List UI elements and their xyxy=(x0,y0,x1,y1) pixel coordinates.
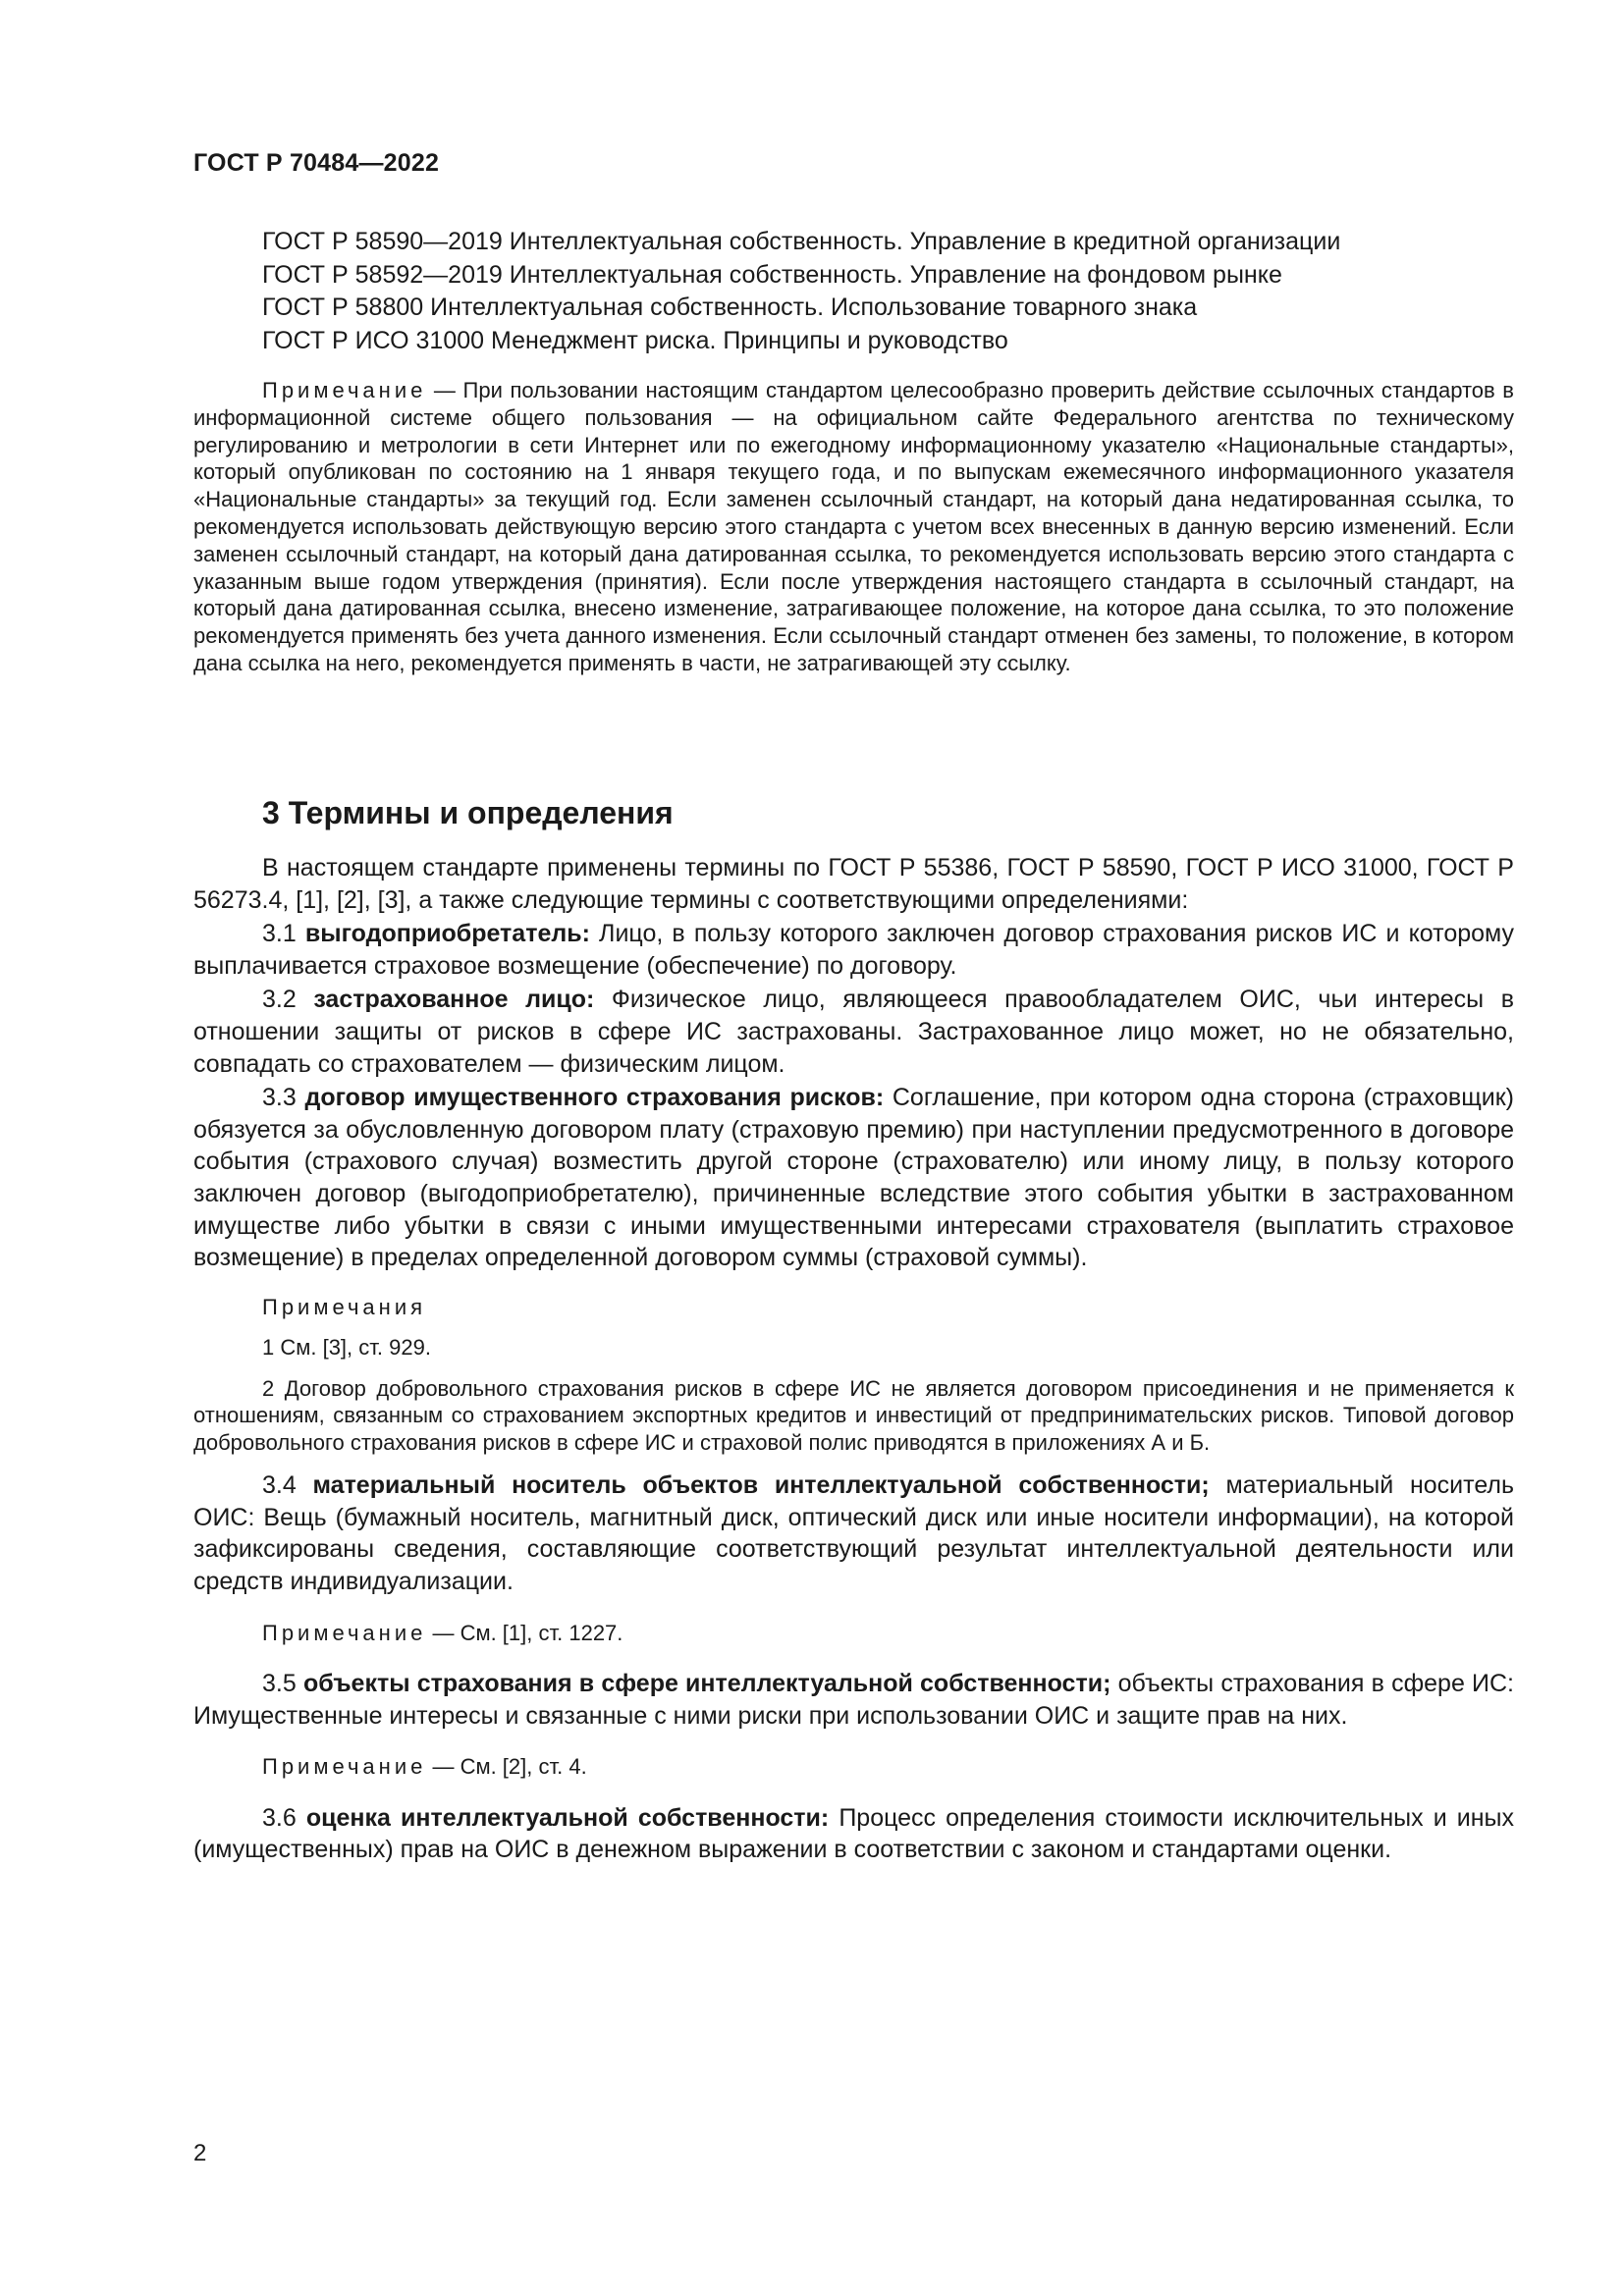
term-name: оценка интеллектуальной собственности: xyxy=(305,1803,830,1832)
page-number: 2 xyxy=(193,2140,207,2166)
term-name: договор имущественного страхования рисков: xyxy=(304,1084,885,1112)
note-text: — При пользовании настоящим стандартом целесообразно проверить действие ссылочных стандартов в информационной системе общего пользования — на официальном сайте Федерального агентства по техническому регулированию и метрологии в сети Интернет или по ежегодному информационному указателю «Национальные стандарты», который опубликован по состоянию на 1 января текущего года, и по выпускам ежемесячного информационного указателя «Национальные стандарты» за текущий год. Если заменен ссылочный стандарт, на который дана недатированная ссылка, то рекомендуется использовать действующую версию этого стандарта с учетом всех внесенных в данную версию изменений. Если заменен ссылочный стандарт, на который дана датированная ссылка, то рекомендуется использовать версию этого стандарта с указанным выше годом утверждения (принятия). Если после утверждения настоящего стандарта в ссылочный стандарт, на который дана датированная ссылка, внесено изменение, затрагивающее положение, на которое дана ссылка, то это положение рекомендуется применять без учета данного изменения. Если ссылочный стандарт отменен без замены, то положение, в котором дана ссылка на него, рекомендуется применять в части, не затрагивающей эту ссылку. xyxy=(193,378,1514,675)
reference-item: ГОСТ Р 58800 Интеллектуальная собственность. Использование товарного знака xyxy=(262,294,1198,321)
note-3-4 xyxy=(193,1620,1514,1647)
term-number: 3.1 xyxy=(262,920,305,948)
section-title: 3 Термины и определения xyxy=(262,795,674,830)
term-3-5 xyxy=(193,1668,1514,1732)
reference-item: ГОСТ Р 58590—2019 Интеллектуальная собственность. Управление в кредитной организации xyxy=(262,228,1341,255)
note-label: Примечание xyxy=(262,378,427,402)
term-3-4 xyxy=(193,1469,1514,1597)
note-text: — См. [2], ст. 4. xyxy=(426,1754,587,1780)
note-label: Примечание xyxy=(262,1620,427,1645)
references-note xyxy=(193,377,1514,677)
section-content xyxy=(193,852,1514,1866)
term-number: 3.2 xyxy=(262,986,314,1014)
term-3-6 xyxy=(193,1802,1514,1866)
note-item: 1 См. [3], ст. 929. xyxy=(262,1335,431,1361)
term-3-2 xyxy=(193,984,1514,1080)
term-number: 3.4 xyxy=(262,1471,313,1500)
term-name: материальный носитель объектов интеллектуальной собственности; xyxy=(312,1471,1210,1500)
term-3-1 xyxy=(193,918,1514,982)
notes-heading: Примечания xyxy=(262,1294,427,1319)
term-number: 3.3 xyxy=(262,1084,305,1112)
term-definition: Лицо, в пользу которого заключен договор страхования рисков ИС и которому выплачивается страховое возмещение (обеспечение) по договору. xyxy=(193,920,1514,980)
term-number: 3.5 xyxy=(262,1670,303,1698)
term-name: объекты страхования в сфере интеллектуальной собственности; xyxy=(302,1670,1111,1698)
note-item: 2 Договор добровольного страхования рисков в сфере ИС не является договором присоединения и не применяется к отношениям, связанным со страхованием экспортных кредитов и инвестиций от предпринимательских рисков. Типовой договор добровольного страхования рисков в сфере ИС и страховой полис приводятся в приложениях А и Б. xyxy=(193,1375,1514,1455)
term-definition: Процесс определения стоимости исключительных и иных (имущественных) прав на ОИС в денежном выражении в соответствии с законом и стандартами оценки. xyxy=(193,1803,1514,1864)
term-definition: Физическое лицо, являющееся правообладателем ОИС, чьи интересы в отношении защиты от рисков в сфере ИС застрахованы. Застрахованное лицо может, но не обязательно, совпадать со страхователем — физическим лицом. xyxy=(193,986,1514,1078)
document-header: ГОСТ Р 70484—2022 xyxy=(193,149,440,177)
term-3-3 xyxy=(193,1082,1514,1274)
note-text: — См. [1], ст. 1227. xyxy=(426,1620,623,1645)
note-3-5 xyxy=(193,1753,1514,1781)
notes-label xyxy=(193,1294,1514,1321)
term-number: 3.6 xyxy=(262,1803,306,1832)
normative-references-list xyxy=(262,226,1539,357)
note-label: Примечание xyxy=(262,1754,427,1780)
term-name: застрахованное лицо: xyxy=(313,986,595,1014)
reference-item: ГОСТ Р 58592—2019 Интеллектуальная собственность. Управление на фондовом рынке xyxy=(262,260,1282,289)
term-definition: Соглашение, при котором одна сторона (страховщик) обязуется за обусловленную договором плату (страховую премию) при наступлении предусмотренного в договоре события (страхового случая) возместить другой стороне (страхователю) или иному лицу, в пользу которого заключен договор (выгодоприобретателю), причиненные вследствие этого события убытки в застрахованном имуществе либо убытки в связи с иными имущественными интересами страхователя (выплатить страховое возмещение) в пределах определенной договором суммы (страховой суммы). xyxy=(193,1084,1514,1272)
term-name: выгодоприобретатель: xyxy=(304,920,590,948)
section-intro: В настоящем стандарте применены термины по ГОСТ Р 55386, ГОСТ Р 58590, ГОСТ Р ИСО 31000, ГОСТ Р 56273.4, [1], [2], [3], а также следующие термины с соответствующими определениями: xyxy=(193,854,1514,914)
reference-item: ГОСТ Р ИСО 31000 Менеджмент риска. Принципы и руководство xyxy=(262,326,1008,354)
term-definition: материальный носитель ОИС: Вещь (бумажный носитель, магнитный диск, оптический диск или иные носители информации), на которой зафиксированы сведения, составляющие соответствующий результат интеллектуальной деятельности или средств индивидуализации. xyxy=(193,1471,1515,1595)
term-definition: объекты страхования в сфере ИС: Имущественные интересы и связанные с ними риски при использовании ОИС и защите прав на них. xyxy=(193,1670,1514,1730)
